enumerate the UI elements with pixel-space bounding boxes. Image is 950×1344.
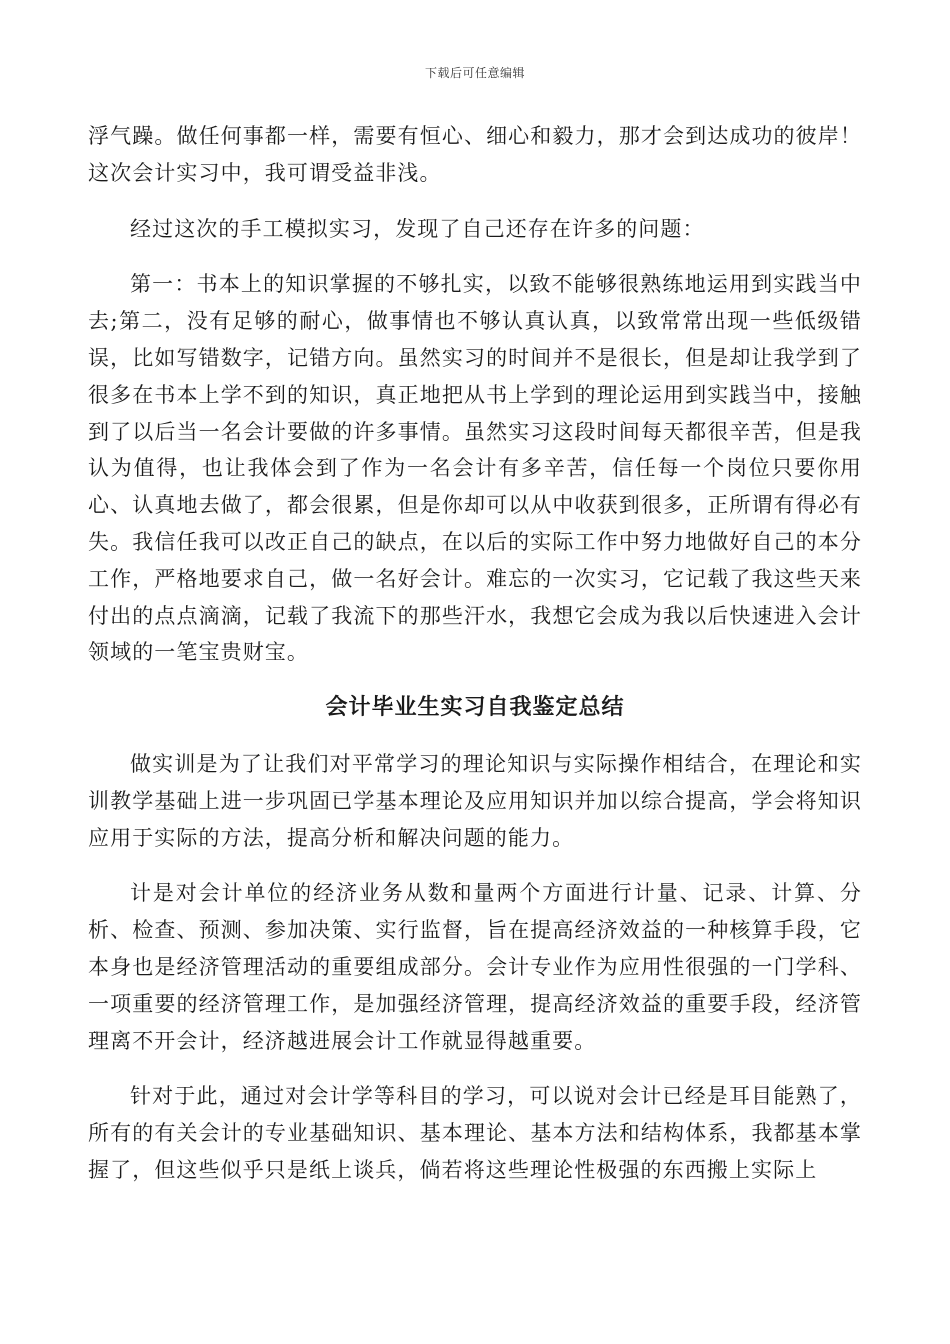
section-title: 会计毕业生实习自我鉴定总结 xyxy=(325,695,625,721)
paragraph-accounting-definition: 计是对会计单位的经济业务从数和量两个方面进行计量、记录、计算、分析、检查、预测、参加决策、实行监督，旨在提高经济效益的一种核算手段，它本身也是经济管理活动的重要组成部分。会计专业作为应用性很强的一门学科、一项重要的经济管理工作，是加强经济管理，提高经济效益的重要手段，经济管理离不开会计，经济越进展会计工作就显得越重要。 xyxy=(88,881,862,1053)
page-header-note: 下载后可任意编辑 xyxy=(424,66,525,80)
paragraph-training-purpose: 做实训是为了让我们对平常学习的理论知识与实际操作相结合，在理论和实训教学基础上进一步巩固已学基本理论及应用知识并加以综合提高，学会将知识应用于实际的方法，提高分析和解决问题的能力。 xyxy=(88,751,862,850)
paragraph-continuation: 浮气躁。做任何事都一样，需要有恒心、细心和毅力，那才会到达成功的彼岸！这次会计实习中，我可谓受益非浅。 xyxy=(88,124,862,185)
paragraph-gap xyxy=(88,192,862,211)
paragraph-gap xyxy=(88,1059,862,1078)
document-body xyxy=(88,118,862,1189)
paragraph-gap xyxy=(88,727,862,746)
paragraph-gap xyxy=(88,856,862,875)
paragraph-gap xyxy=(88,247,862,266)
paragraph-problems-detail: 第一：书本上的知识掌握的不够扎实，以致不能够很熟练地运用到实践当中去;第二，没有足够的耐心，做事情也不够认真认真，以致常常出现一些低级错误，比如写错数字，记错方向。虽然实习的时间并不是很长，但是却让我学到了很多在书本上学不到的知识，真正地把从书上学到的理论运用到实践当中，接触到了以后当一名会计要做的许多事情。虽然实习这段时间每天都很辛苦，但是我认为值得，也让我体会到了作为一名会计有多辛苦，信任每一个岗位只要你用心、认真地去做了，都会很累，但是你却可以从中收获到很多，正所谓有得必有失。我信任我可以改正自己的缺点，在以后的实际工作中努力地做好自己的本分工作，严格地要求自己，做一名好会计。难忘的一次实习，它记载了我这些天来付出的点点滴滴，记载了我流下的那些汗水，我想它会成为我以后快速进入会计领域的一笔宝贵财宝。 xyxy=(88,272,862,665)
paragraph-problems-intro: 经过这次的手工模拟实习，发现了自己还存在许多的问题： xyxy=(130,216,705,241)
paragraph-study-reflection: 针对于此，通过对会计学等科目的学习，可以说对会计已经是耳目能熟了，所有的有关会计的专业基础知识、基本理论、基本方法和结构体系，我都基本掌握了，但这些似乎只是纸上谈兵，倘若将这些理论性极强的东西搬上实际上 xyxy=(88,1084,862,1182)
paragraph-gap xyxy=(88,671,862,690)
